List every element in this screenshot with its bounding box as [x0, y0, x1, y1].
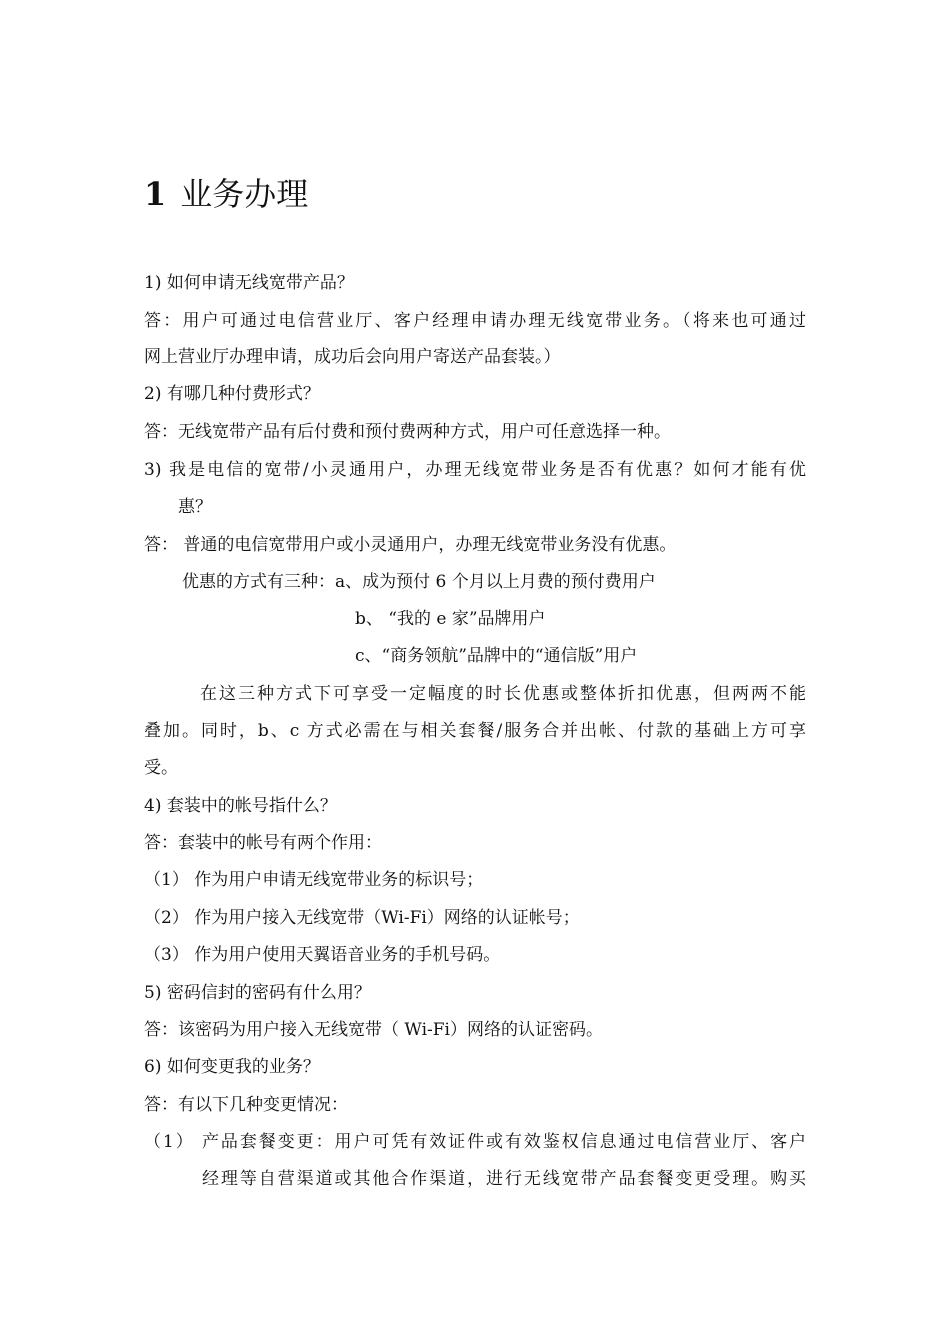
question-1: 1) 如何申请无线宽带产品？	[144, 273, 354, 293]
answer-3-line-1: 答： 普通的电信宽带用户或小灵通用户，办理无线宽带业务没有优惠。	[144, 535, 677, 555]
answer-6-intro: 答：有以下几种变更情况：	[144, 1095, 348, 1115]
section-heading	[144, 172, 308, 216]
question-4: 4) 套装中的帐号指什么？	[144, 796, 337, 816]
answer-1-line-2: 网上营业厅办理申请，成功后会向用户寄送产品套装。）	[144, 347, 561, 367]
answer-6-item-1-line-1: （1） 产品套餐变更：用户可凭有效证件或有效鉴权信息通过电信营业厅、客户	[144, 1132, 806, 1152]
question-6: 6) 如何变更我的业务？	[144, 1057, 320, 1077]
answer-6-item-1-line-2: 经理等自营渠道或其他合作渠道，进行无线宽带产品套餐变更受理。购买	[202, 1169, 806, 1189]
answer-3-note-line-2: 叠加。同时，b、c 方式必需在与相关套餐/服务合并出帐、付款的基础上方可享	[144, 721, 806, 741]
answer-4-intro: 答：套装中的帐号有两个作用：	[144, 833, 382, 853]
answer-2: 答：无线宽带产品有后付费和预付费两种方式，用户可任意选择一种。	[144, 422, 671, 442]
answer-1-line-1: 答：用户可通过电信营业厅、客户经理申请办理无线宽带业务。（将来也可通过	[144, 311, 806, 331]
answer-4-item-2: （2） 作为用户接入无线宽带（Wi-Fi）网络的认证帐号；	[144, 908, 580, 928]
section-number: 1	[144, 175, 167, 213]
section-title: 业务办理	[180, 175, 309, 213]
answer-3-discount-c: c、“商务领航”品牌中的“通信版”用户	[355, 646, 638, 666]
answer-3-note-line-3: 受。	[144, 758, 178, 778]
answer-4-item-1: （1） 作为用户申请无线宽带业务的标识号；	[144, 870, 484, 890]
question-3-line-2: 惠？	[178, 497, 212, 517]
question-2: 2) 有哪几种付费形式？	[144, 384, 320, 404]
question-5: 5) 密码信封的密码有什么用？	[144, 983, 371, 1003]
answer-3-discount-a: 优惠的方式有三种：a、成为预付 6 个月以上月费的预付费用户	[182, 572, 656, 592]
answer-3-note-line-1: 在这三种方式下可享受一定幅度的时长优惠或整体折扣优惠，但两两不能	[200, 684, 806, 704]
question-3-line-1: 3) 我是电信的宽带/小灵通用户，办理无线宽带业务是否有优惠？如何才能有优	[144, 460, 806, 480]
answer-3-discount-b: b、 “我的 e 家”品牌用户	[355, 609, 546, 629]
answer-5: 答：该密码为用户接入无线宽带（ Wi-Fi）网络的认证密码。	[144, 1020, 603, 1040]
answer-4-item-3: （3） 作为用户使用天翼语音业务的手机号码。	[144, 945, 501, 965]
